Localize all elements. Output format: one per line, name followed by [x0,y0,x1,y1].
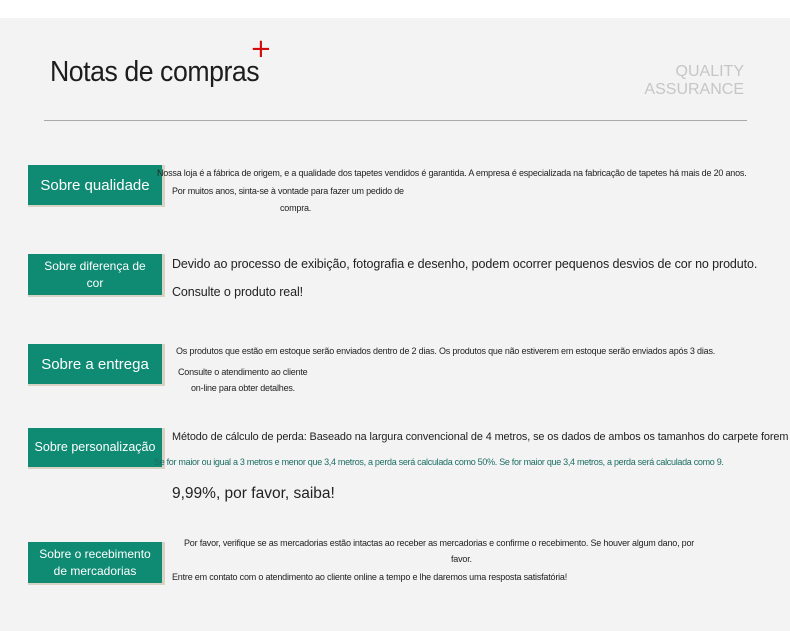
section-tag-label-line-1: Sobre diferença de [44,258,146,273]
plus-icon: + [250,34,272,64]
qa-line-1: QUALITY [675,63,744,80]
page-title: Notas de compras [50,56,260,88]
color-text-line-1: Devido ao processo de exibição, fotografia e desenho, podem ocorrer pequenos desvios de cor no produto. [172,257,758,271]
section-tag-label: Sobre qualidade [40,176,150,194]
quality-text-line-3: compra. [280,203,312,213]
header-divider [44,120,747,121]
quality-assurance-label [644,63,744,99]
section-tag-label-line-2: de mercadorias [53,563,137,578]
qa-line-2: ASSURANCE [644,81,744,98]
section-tag-color-difference [28,254,165,297]
section-tag-quality [28,165,165,207]
section-tag-label-line-2: cor [86,275,104,290]
delivery-text-line-3: on-line para obter detalhes. [191,383,295,393]
delivery-text-line-2: Consulte o atendimento ao cliente [178,367,308,377]
color-text-line-2: Consulte o produto real! [172,285,304,299]
section-tag-label: Sobre personalização [34,440,156,454]
receipt-text-line-2: favor. [451,554,472,564]
customization-text-line-3: 9,99%, por favor, saiba! [172,485,335,502]
section-tag-delivery [28,344,165,386]
section-tag-customization [28,428,165,469]
customization-text-line-1: Método de cálculo de perda: Baseado na largura convencional de 4 metros, se os dados de ambos os tamanhos do carpete forem [172,431,789,443]
quality-text-line-2: Por muitos anos, sinta-se à vontade para fazer um pedido de [172,186,404,196]
section-tag-label-line-1: Sobre o recebimento [39,546,151,561]
customization-text-line-2: Se for maior ou igual a 3 metros e menor que 3,4 metros, a perda será calculada como 50%. Se for maior que 3,4 metros, a perda será calculada como 9. [154,457,724,467]
receipt-text-line-1: Por favor, verifique se as mercadorias estão intactas ao receber as mercadorias e confirme o recebimento. Se houver algum dano, por [184,538,695,548]
section-tag-label: Sobre a entrega [41,355,149,373]
section-tag-receipt [28,542,165,585]
quality-text-line-1: Nossa loja é a fábrica de origem, e a qualidade dos tapetes vendidos é garantida. A empresa é especializada na fabricação de tapetes há mais de 20 anos. [157,168,747,178]
receipt-text-line-3: Entre em contato com o atendimento ao cliente online a tempo e lhe daremos uma resposta satisfatória! [172,572,568,582]
delivery-text-line-1: Os produtos que estão em estoque serão enviados dentro de 2 dias. Os produtos que não estiverem em estoque serão enviados após 3 dias. [176,346,716,356]
